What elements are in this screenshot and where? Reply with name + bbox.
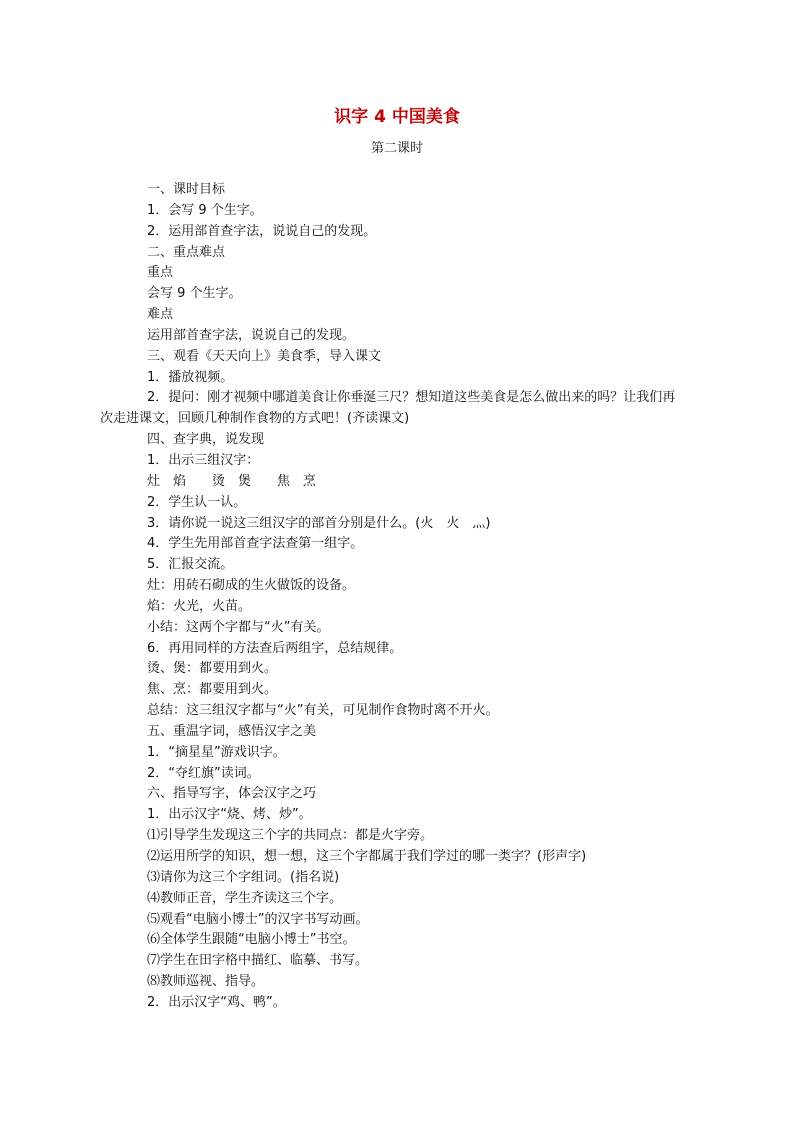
text-line: ⑶请你为这三个字组词。(指名说) [147, 869, 340, 885]
text-line: 1．“摘星星”游戏识字。 [147, 744, 286, 760]
text-line: 3．请你说一说这三组汉字的部首分别是什么。(火 火 灬) [147, 515, 491, 531]
text-line: ⑴引导学生发现这三个字的共同点：都是火字旁。 [147, 828, 434, 844]
text-line: 灶 焰 烫 煲 焦 烹 [147, 473, 317, 489]
text-line: ⑵运用所学的知识，想一想，这三个字都属于我们学过的哪一类字？(形声字) [147, 849, 587, 864]
text-line: 总结：这三组汉字都与“火”有关，可见制作食物时离不开火。 [147, 703, 499, 719]
text-line: 四、查字典，说发现 [147, 432, 265, 448]
text-line: ⑻教师巡视、指导。 [147, 974, 265, 990]
text-line: 1．播放视频。 [147, 369, 234, 385]
document-body [100, 180, 690, 1014]
text-line: 2．运用部首查字法，说说自己的发现。 [147, 223, 377, 239]
text-line: 2．“夺红旗”读词。 [147, 765, 260, 781]
text-line: 2．提问：刚才视频中哪道美食让你垂涎三尺？想知道这些美食是怎么做出来的吗？让我们再次走进课文，回顾几种制作食物的方式吧！(齐读课文) [100, 390, 676, 427]
text-line: 重点 [147, 265, 174, 281]
text-line: 焦、烹：都要用到火。 [147, 682, 278, 698]
text-line: ⑹全体学生跟随“电脑小博士”书空。 [147, 932, 356, 948]
text-line: 小结：这两个字都与“火”有关。 [147, 619, 330, 635]
text-line: 一、课时目标 [147, 182, 226, 197]
text-line: 难点 [147, 307, 174, 323]
text-line: 1．出示三组汉字： [147, 452, 260, 468]
text-line: ⑸观看“电脑小博士”的汉字书写动画。 [147, 911, 369, 927]
document-title: 识字 4 中国美食 [334, 107, 460, 127]
text-line: 5．汇报交流。 [147, 557, 234, 573]
text-line: 6．再用同样的方法查后两组字，总结规律。 [147, 640, 403, 656]
text-line: 2．出示汉字“鸡、鸭”。 [147, 994, 286, 1010]
text-line: 1．会写 9 个生字。 [147, 202, 263, 218]
text-line: 会写 9 个生字。 [147, 286, 242, 302]
text-line: 4．学生先用部首查字法查第一组字。 [147, 536, 364, 552]
text-line: 六、指导写字，体会汉字之巧 [147, 786, 317, 802]
document-subtitle: 第二课时 [370, 141, 423, 156]
text-line: 焰：火光，火苗。 [147, 598, 252, 614]
text-line: 灶：用砖石砌成的生火做饭的设备。 [147, 578, 356, 594]
text-line: 运用部首查字法，说说自己的发现。 [147, 327, 356, 343]
text-line: 三、观看《天天向上》美食季，导入课文 [147, 348, 382, 364]
text-line: ⑷教师正音，学生齐读这三个字。 [147, 890, 343, 906]
text-line: 烫、煲：都要用到火。 [147, 661, 278, 677]
text-line: 1．出示汉字“烧、烤、炒”。 [147, 807, 312, 823]
text-line: 五、重温字词，感悟汉字之美 [147, 723, 317, 739]
text-line: ⑺学生在田字格中描红、临摹、书写。 [147, 953, 369, 969]
text-line: 2．学生认一认。 [147, 494, 247, 510]
text-line: 二、重点难点 [147, 244, 226, 260]
